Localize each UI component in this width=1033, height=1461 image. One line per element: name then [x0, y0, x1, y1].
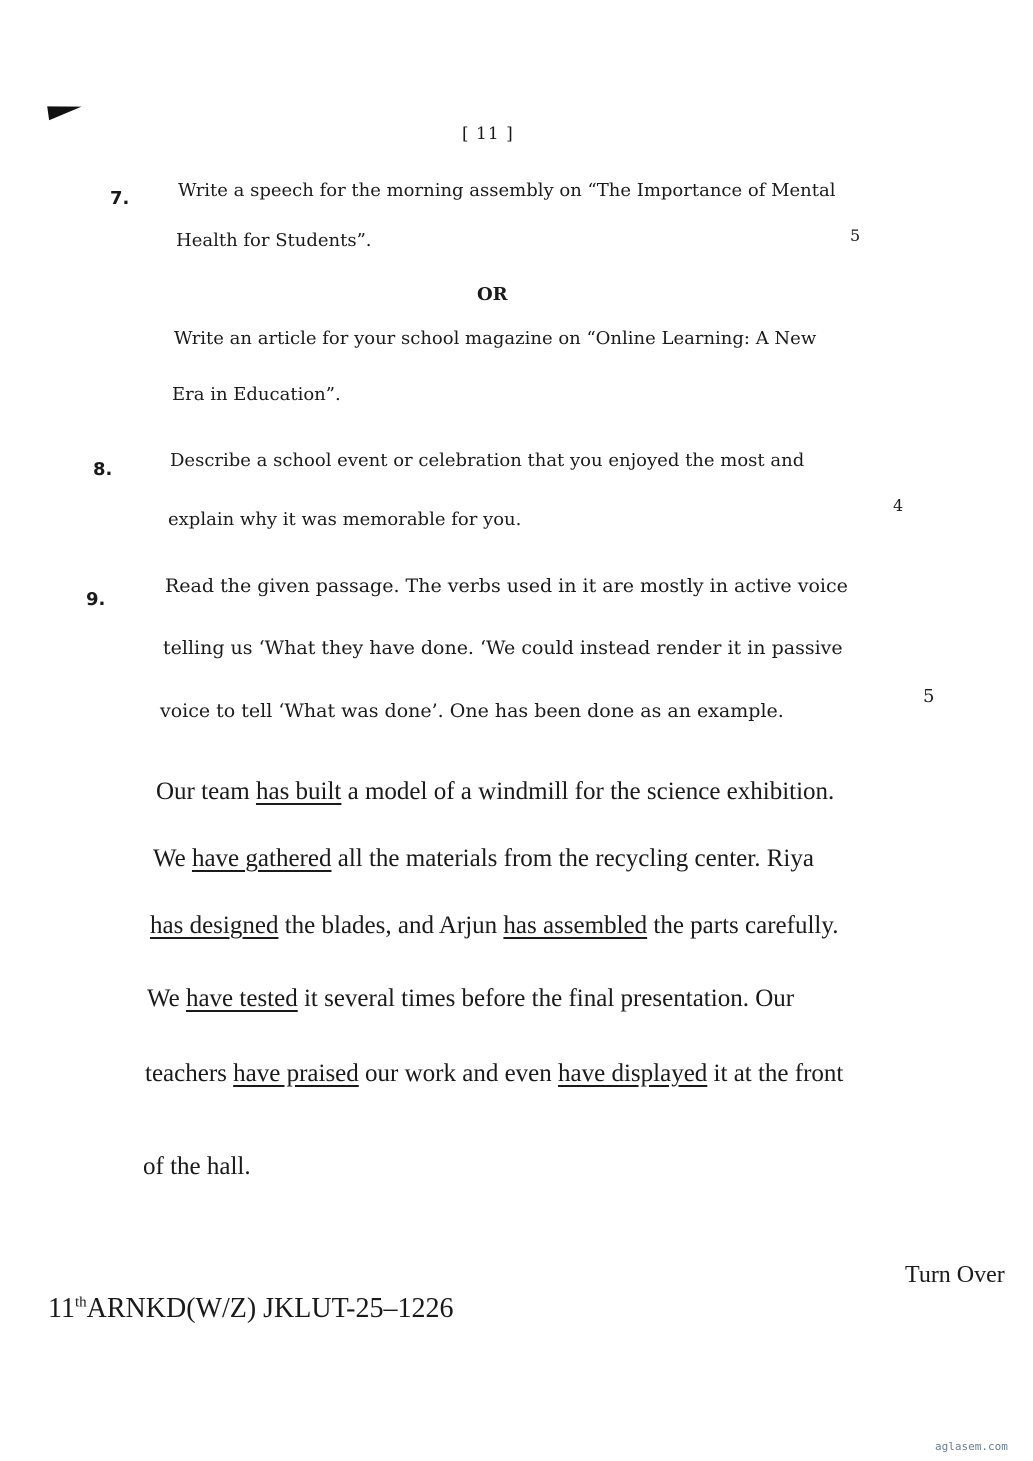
- question-7-line-1: Write a speech for the morning assembly on “The Importance of Mental: [178, 180, 836, 201]
- passage-line-1: Our team has built a model of a windmill for the science exhibition.: [156, 778, 835, 805]
- page-number: [ 11 ]: [462, 124, 514, 144]
- passage-line-4: We have tested it several times before the final presentation. Our: [147, 985, 795, 1012]
- question-7-marks: 5: [850, 226, 861, 245]
- question-9-number: 9.: [86, 589, 106, 610]
- question-8-line-2: explain why it was memorable for you.: [168, 509, 522, 530]
- passage-line-5: teachers have praised our work and even have displayed it at the front: [145, 1060, 844, 1087]
- or-separator: OR: [477, 284, 508, 305]
- watermark: aglasem.com: [935, 1440, 1008, 1453]
- question-7-alt-line-1: Write an article for your school magazine on “Online Learning: A New: [174, 328, 817, 349]
- question-8-marks: 4: [893, 496, 904, 515]
- question-7-line-2: Health for Students”.: [176, 230, 372, 251]
- question-9-line-3: voice to tell ‘What was done’. One has been done as an example.: [160, 700, 784, 722]
- question-8-number: 8.: [93, 459, 113, 480]
- question-8-line-1: Describe a school event or celebration that you enjoyed the most and: [170, 450, 805, 471]
- passage-line-6: of the hall.: [143, 1153, 251, 1180]
- question-7-number: 7.: [110, 188, 130, 209]
- passage-line-2: We have gathered all the materials from the recycling center. Riya: [153, 845, 814, 872]
- arrow-mark-icon: [47, 102, 83, 121]
- turn-over-label: Turn Over: [905, 1262, 1005, 1288]
- question-7-alt-line-2: Era in Education”.: [172, 384, 341, 405]
- question-9-marks: 5: [923, 686, 935, 707]
- passage-line-3: has designed the blades, and Arjun has assembled the parts carefully.: [150, 912, 839, 939]
- question-9-line-2: telling us ‘What they have done. ‘We could instead render it in passive: [163, 637, 843, 659]
- paper-code: 11thARNKD(W/Z) JKLUT-25–1226: [48, 1293, 454, 1324]
- question-9-line-1: Read the given passage. The verbs used in it are mostly in active voice: [165, 575, 848, 597]
